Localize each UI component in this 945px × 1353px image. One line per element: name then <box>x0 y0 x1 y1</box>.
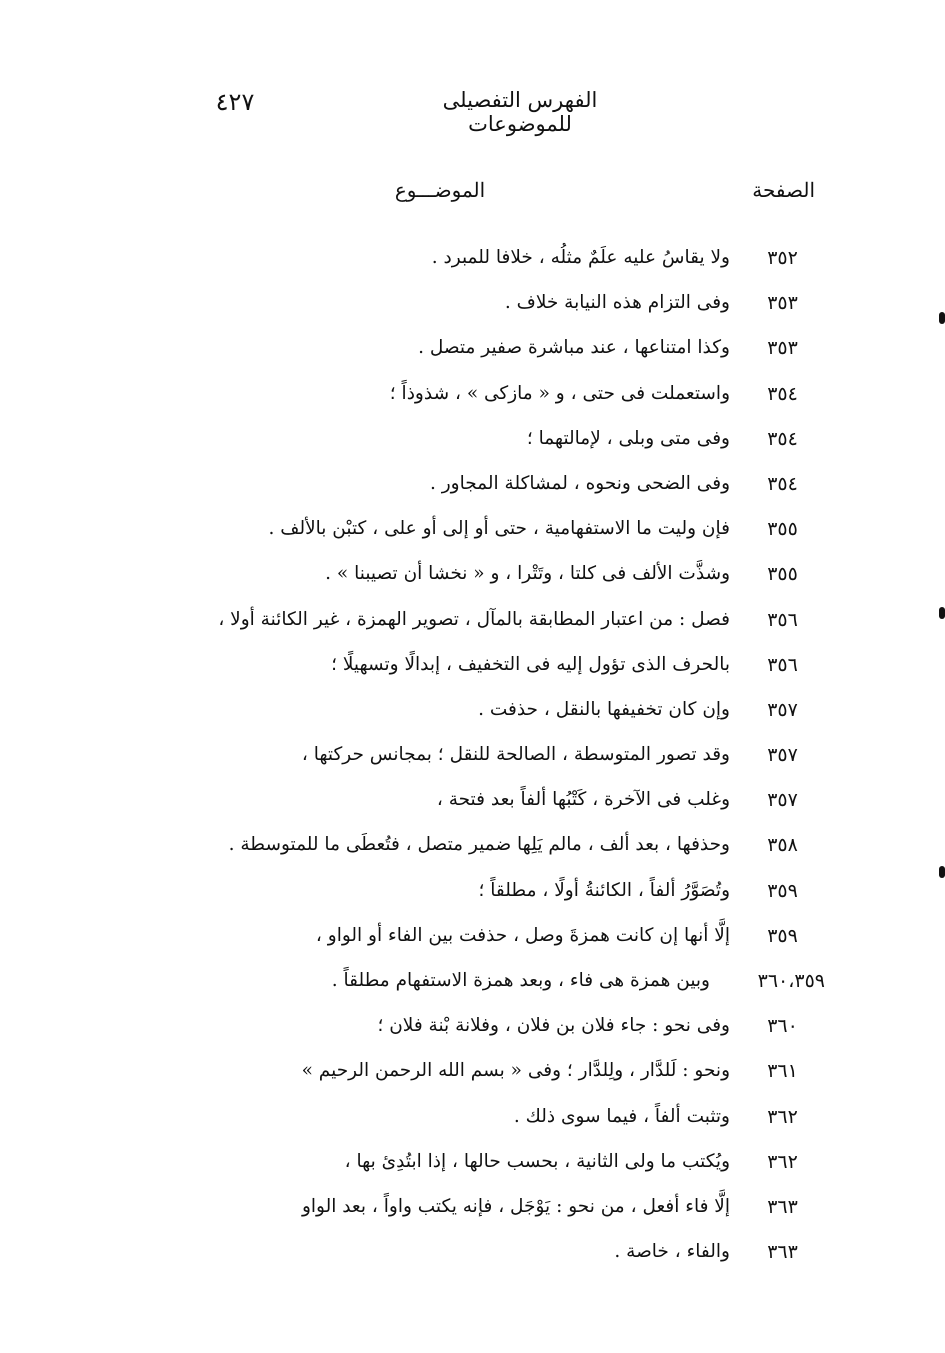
index-list <box>0 240 945 1279</box>
row-topic-text: إلَّا فاء أفعل ، من نحو : يَوْجَل ، فإنه يكتب واواً ، بعد الواو <box>301 1195 730 1217</box>
row-topic-text: وقد تصور المتوسطة ، الصالحة للنقل ؛ بمجانس حركتها ، <box>301 744 730 766</box>
column-header-topic: الموضـــوع <box>394 178 486 202</box>
edge-mark <box>939 607 945 619</box>
row-page-number: ٣٥٤ <box>767 427 798 450</box>
row-page-number: ٣٥٦ <box>767 653 798 676</box>
row-topic-text: فإن وليت ما الاستفهامية ، حتى أو إلى أو على ، كتبْن بالألف . <box>268 518 730 540</box>
row-topic-text: فصل : من اعتبار المطابقة بالمآل ، تصوير الهمزة ، غير الكائنة أولا ، <box>218 608 730 630</box>
index-row <box>0 1008 945 1053</box>
index-row <box>0 376 945 421</box>
index-row <box>0 285 945 330</box>
row-topic-text: إلَّا أنها إن كانت همزةَ وصل ، حذفت بين الفاء أو الواو ، <box>315 924 730 946</box>
row-page-number: ٣٦٣ <box>767 1241 798 1264</box>
row-page-number: ٣٦٢ <box>767 1105 798 1128</box>
index-row <box>0 602 945 647</box>
index-row <box>0 873 945 918</box>
row-topic-text: والفاء ، خاصة . <box>614 1241 730 1263</box>
row-page-number: ٣٥٤ <box>767 382 798 405</box>
row-topic-text: وتُصَوَّرُ ألفاً ، الكائنةُ أولًا ، مطلقاً ؛ <box>478 879 730 901</box>
row-topic-text: وكذا امتناعها ، عند مباشرة صفير متصل . <box>418 337 730 359</box>
edge-mark <box>939 312 945 324</box>
row-page-number: ٣٥٧ <box>767 789 798 812</box>
row-topic-text: وحذفها ، بعد ألف ، مالم يَلِها ضمير متصل ، فتُعطَى ما للمتوسطة . <box>228 834 730 856</box>
index-row <box>0 466 945 511</box>
row-page-number: ٣٥٦ <box>767 608 798 631</box>
row-page-number: ٣٥٣ <box>767 337 798 360</box>
column-header-page: الصفحة <box>752 178 815 202</box>
index-row <box>0 692 945 737</box>
row-topic-text: وفى نحو : جاء فلان بن فلان ، وفلانة بْنة فلان ؛ <box>377 1015 730 1037</box>
index-row <box>0 1189 945 1234</box>
row-page-number: ٣٥٣ <box>767 292 798 315</box>
row-page-number: ٣٦٢ <box>767 1150 798 1173</box>
row-page-number: ٣٦٠،٣٥٩ <box>757 970 825 992</box>
row-topic-text: ونحو : لَلدَّار ، ولِلدَّار ؛ وفى « بسم الله الرحمن الرحيم » <box>301 1060 730 1082</box>
row-topic-text: وغلب فى الآخرة ، كَتْبُها ألفاً بعد فتحة ، <box>436 789 730 811</box>
index-row <box>0 240 945 285</box>
index-row <box>0 918 945 963</box>
index-row <box>0 782 945 827</box>
row-page-number: ٣٥٥ <box>767 563 798 586</box>
row-page-number: ٣٦١ <box>767 1060 798 1083</box>
row-topic-text: ويُكتب ما ولى الثانية ، بحسب حالها ، إذا ابتُدِئ بها ، <box>344 1150 730 1172</box>
row-topic-text: وتثبت ألفاً ، فيما سوى ذلك . <box>513 1105 730 1127</box>
row-page-number: ٣٥٢ <box>767 247 798 269</box>
row-page-number: ٣٦٠ <box>767 1015 798 1038</box>
index-row <box>0 737 945 782</box>
row-topic-text: بالحرف الذى تؤول إليه فى التخفيف ، إبدالًا وتسهيلًا ؛ <box>331 653 730 675</box>
row-page-number: ٣٥٥ <box>767 518 798 541</box>
row-page-number: ٣٦٣ <box>767 1195 798 1218</box>
row-topic-text: وإن كان تخفيفها بالنقل ، حذفت . <box>478 698 730 720</box>
index-row <box>0 647 945 692</box>
row-topic-text: ولا يقاسُ عليه علَمٌ مثلُه ، خلافا للمبرد . <box>431 247 730 268</box>
index-row <box>0 1144 945 1189</box>
row-page-number: ٣٥٨ <box>767 834 798 857</box>
row-topic-text: وبين همزة هى فاء ، وبعد همزة الاستفهام مطلقاً . <box>331 970 710 991</box>
index-row <box>0 421 945 466</box>
index-row <box>0 827 945 872</box>
row-page-number: ٣٥٤ <box>767 472 798 495</box>
running-title: الفهرس التفصيلى للموضوعات <box>442 88 598 136</box>
row-topic-text: وفى التزام هذه النيابة خلاف . <box>504 292 730 314</box>
index-row <box>0 1053 945 1098</box>
index-row <box>0 330 945 375</box>
row-page-number: ٣٥٧ <box>767 744 798 767</box>
row-topic-text: وفى متى وبلى ، لإمالتهما ؛ <box>526 427 730 449</box>
row-page-number: ٣٥٩ <box>767 879 798 902</box>
row-topic-text: وشذَّت الألف فى كلتا ، وتَتْرا ، و « نخشا أن تصيبنا » . <box>325 563 730 585</box>
index-row <box>0 1234 945 1279</box>
index-row <box>0 556 945 601</box>
row-topic-text: واستعملت فى حتى ، و « مازكى » ، شذوذاً ؛ <box>389 382 730 404</box>
row-topic-text: وفى الضحى ونحوه ، لمشاكلة المجاور . <box>429 472 730 494</box>
index-row <box>0 1099 945 1144</box>
index-row <box>0 511 945 556</box>
index-row <box>0 963 945 1008</box>
row-page-number: ٣٥٧ <box>767 698 798 721</box>
page-number: ٤٢٧ <box>215 88 255 116</box>
edge-mark <box>939 866 945 878</box>
row-page-number: ٣٥٩ <box>767 924 798 947</box>
